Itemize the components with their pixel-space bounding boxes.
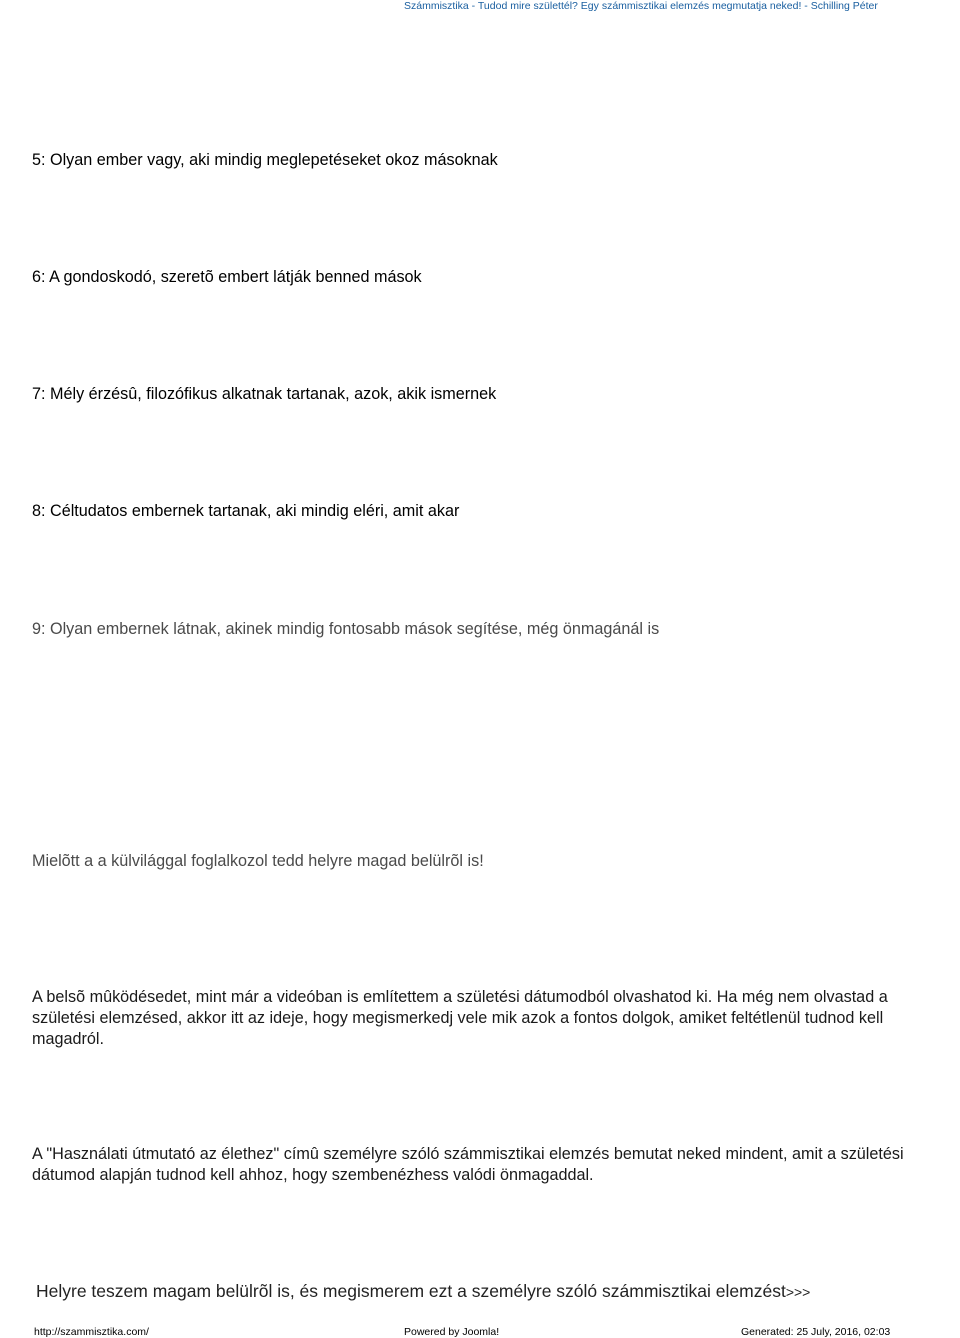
trait-9: 9: Olyan embernek látnak, akinek mindig fontosabb mások segítése, még önmagánál is xyxy=(32,620,660,638)
footer-generated-date: Generated: 25 July, 2016, 02:03 xyxy=(741,1326,891,1338)
paragraph-guide-description: A "Használati útmutató az élethez" címû személyre szóló számmisztikai elemzés bemutat neked mindent, amit a születési dátumod alapján tudnod kell ahhoz, hogy szembenézhess valódi önmagaddal. xyxy=(32,1145,904,1184)
footer-site-url[interactable]: http://szammisztika.com/ xyxy=(34,1326,149,1338)
footer-powered-by: Powered by Joomla! xyxy=(404,1326,500,1338)
paragraph-inner-workings: A belsõ mûködésedet, mint már a videóban is említettem a születési dátumodból olvashatod ki. Ha még nem olvastad a születési elemzésed, akkor itt az ideje, hogy megismerkedj vele mik azok a fontos dolgok, amiket feltétlenül tudnod kell magadról. xyxy=(32,988,888,1048)
cta-link-text: Helyre teszem magam belülrõl is, és megismerem ezt a személyre szóló számmisztikai elemzést xyxy=(36,1281,786,1301)
trait-8: 8: Céltudatos embernek tartanak, aki mindig eléri, amit akar xyxy=(32,502,460,520)
cta-arrows: >>> xyxy=(785,1284,811,1300)
page-header-title: Számmisztika - Tudod mire születtél? Egy számmisztikai elemzés megmutatja neked! - Schilling Péter xyxy=(404,0,878,12)
intro-text: Mielõtt a a külvilággal foglalkozol tedd helyre magad belülrõl is! xyxy=(32,852,484,870)
trait-5: 5: Olyan ember vagy, aki mindig meglepetéseket okoz másoknak xyxy=(32,151,498,169)
trait-6: 6: A gondoskodó, szeretõ embert látják benned mások xyxy=(32,268,422,286)
cta-link[interactable] xyxy=(36,1280,810,1303)
trait-7: 7: Mély érzésû, filozófikus alkatnak tartanak, azok, akik ismernek xyxy=(32,385,497,403)
